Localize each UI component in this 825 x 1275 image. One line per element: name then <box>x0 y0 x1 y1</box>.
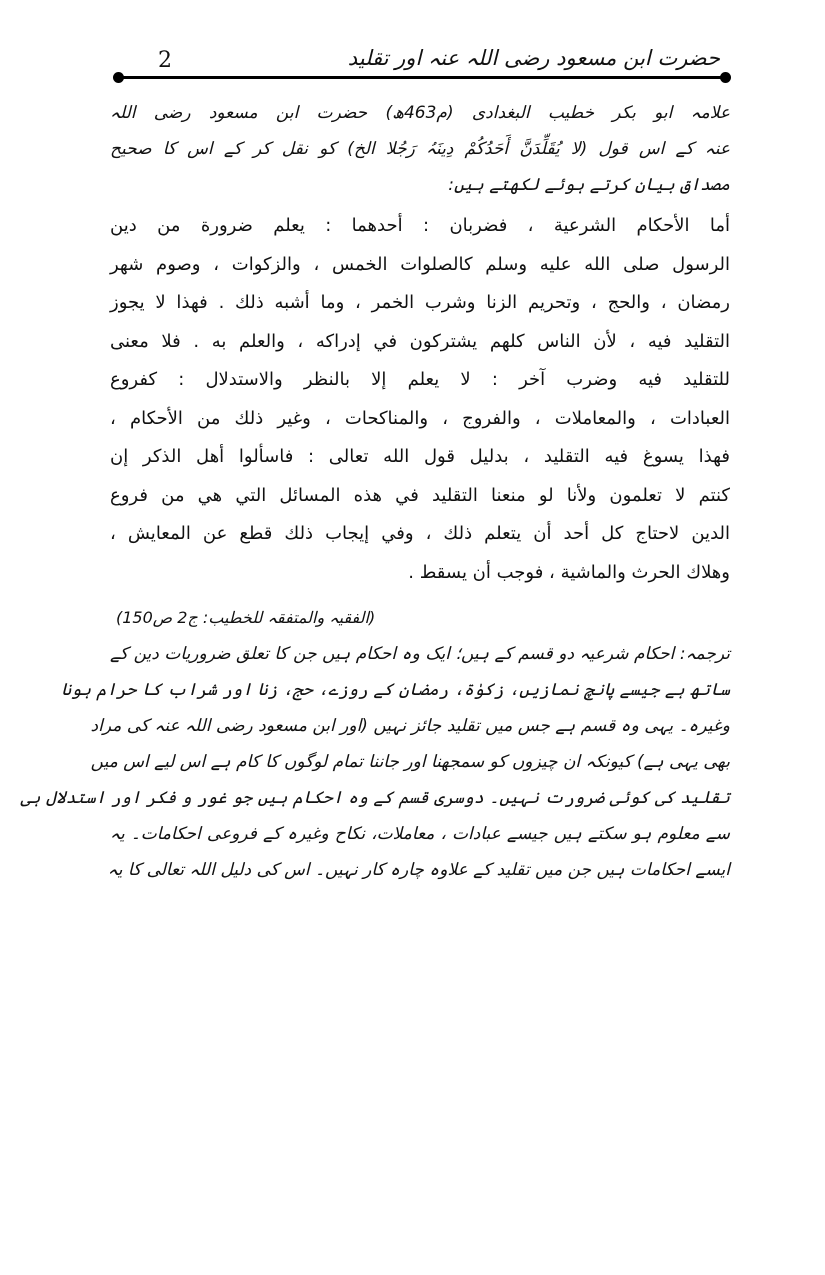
translation-line: تقلید کی کوئی ضرورت نہیں۔ دوسری قسم کے وہ احکام ہیں جو غور و فکر اور استدلال ہی <box>20 788 730 808</box>
translation-line: ایسے احکامات ہیں جن میں تقلید کے علاوہ چارہ کار نہیں۔ اس کی دلیل اللہ تعالی کا یہ <box>107 860 730 880</box>
arabic-line: رمضان ، والحج ، وتحريم الزنا وشرب الخمر ، وما أشبه ذلك . فهذا لا يجوز <box>110 292 730 313</box>
arabic-line: للتقليد فيه وضرب آخر : لا يعلم إلا بالنظر والاستدلال : كفروع <box>110 369 730 390</box>
intro-line: مصداق بیان کرتے ہوئے لکھتے ہیں: <box>448 175 730 195</box>
translation-line: بھی یہی ہے) کیونکہ ان چیزوں کو سمجھنا اور جاننا تمام لوگوں کا کام ہے اس لیے اس میں <box>90 752 730 772</box>
arabic-line: الدين لاحتاج كل أحد أن يتعلم ذلك ، وفي إيجاب ذلك قطع عن المعايش ، <box>110 523 730 544</box>
translation-paragraph <box>20 636 730 888</box>
translation-line: ساتھ ہے جیسے پانچ نمازیں، زکوٰۃ، رمضان کے روزے، حج، زنا اور شراب کا حرام ہونا <box>61 680 730 700</box>
intro-line: عنہ کے اس قول (لا یُقَلِّدَنَّ أَحَدُکُمْ دِینَہُ رَجُلا الخ) کو نقل کر کے اس کا صحیح <box>110 139 730 159</box>
arabic-line: كنتم لا تعلمون ولأنا لو منعنا التقليد في هذه المسائل التي هي من فروع <box>110 484 730 506</box>
running-title: حضرت ابن مسعود رضی اللہ عنہ اور تقلید <box>347 46 720 70</box>
arabic-quotation <box>110 207 730 592</box>
page-header <box>118 40 726 80</box>
intro-paragraph <box>110 95 730 203</box>
source-reference: (الفقیہ والمتفقہ للخطیب: ج2 ص150) <box>116 608 376 627</box>
page-number: 2 <box>158 48 172 73</box>
arabic-line: وهلاك الحرث والماشية ، فوجب أن يسقط . <box>408 561 730 583</box>
arabic-line: فهذا يسوغ فيه التقليد ، بدليل قول الله تعالى : فاسألوا أهل الذكر إن <box>110 446 730 467</box>
translation-line: وغیرہ۔ یہی وہ قسم ہے جس میں تقلید جائز نہیں (اور ابن مسعود رضی اللہ عنہ کی مراد <box>90 716 730 736</box>
rule-dot-right <box>720 72 731 83</box>
arabic-line: أما الأحكام الشرعية ، فضربان : أحدهما : يعلم ضرورة من دين <box>110 215 730 236</box>
intro-line: علامہ ابو بکر خطیب البغدادی (م463ھ) حضرت ابن مسعود رضی اللہ <box>110 103 730 123</box>
page-body <box>20 95 730 888</box>
translation-line: ترجمہ: احکام شرعیہ دو قسم کے ہیں؛ ایک وہ احکام ہیں جن کا تعلق ضروریات دین کے <box>110 644 730 664</box>
translation-line: سے معلوم ہو سکتے ہیں جیسے عبادات ، معاملات، نکاح وغیرہ کے فروعی احکامات۔ یہ <box>110 824 730 844</box>
arabic-line: العبادات ، والمعاملات ، والفروج ، والمناكحات ، وغير ذلك من الأحكام ، <box>110 407 730 429</box>
rule-dot-left <box>113 72 124 83</box>
header-rule <box>118 76 726 79</box>
arabic-line: الرسول صلى الله عليه وسلم كالصلوات الخمس ، والزكوات ، وصوم شهر <box>110 253 730 275</box>
arabic-line: التقليد فيه ، لأن الناس كلهم يشتركون في إدراكه ، والعلم به . فلا معنى <box>110 330 730 352</box>
